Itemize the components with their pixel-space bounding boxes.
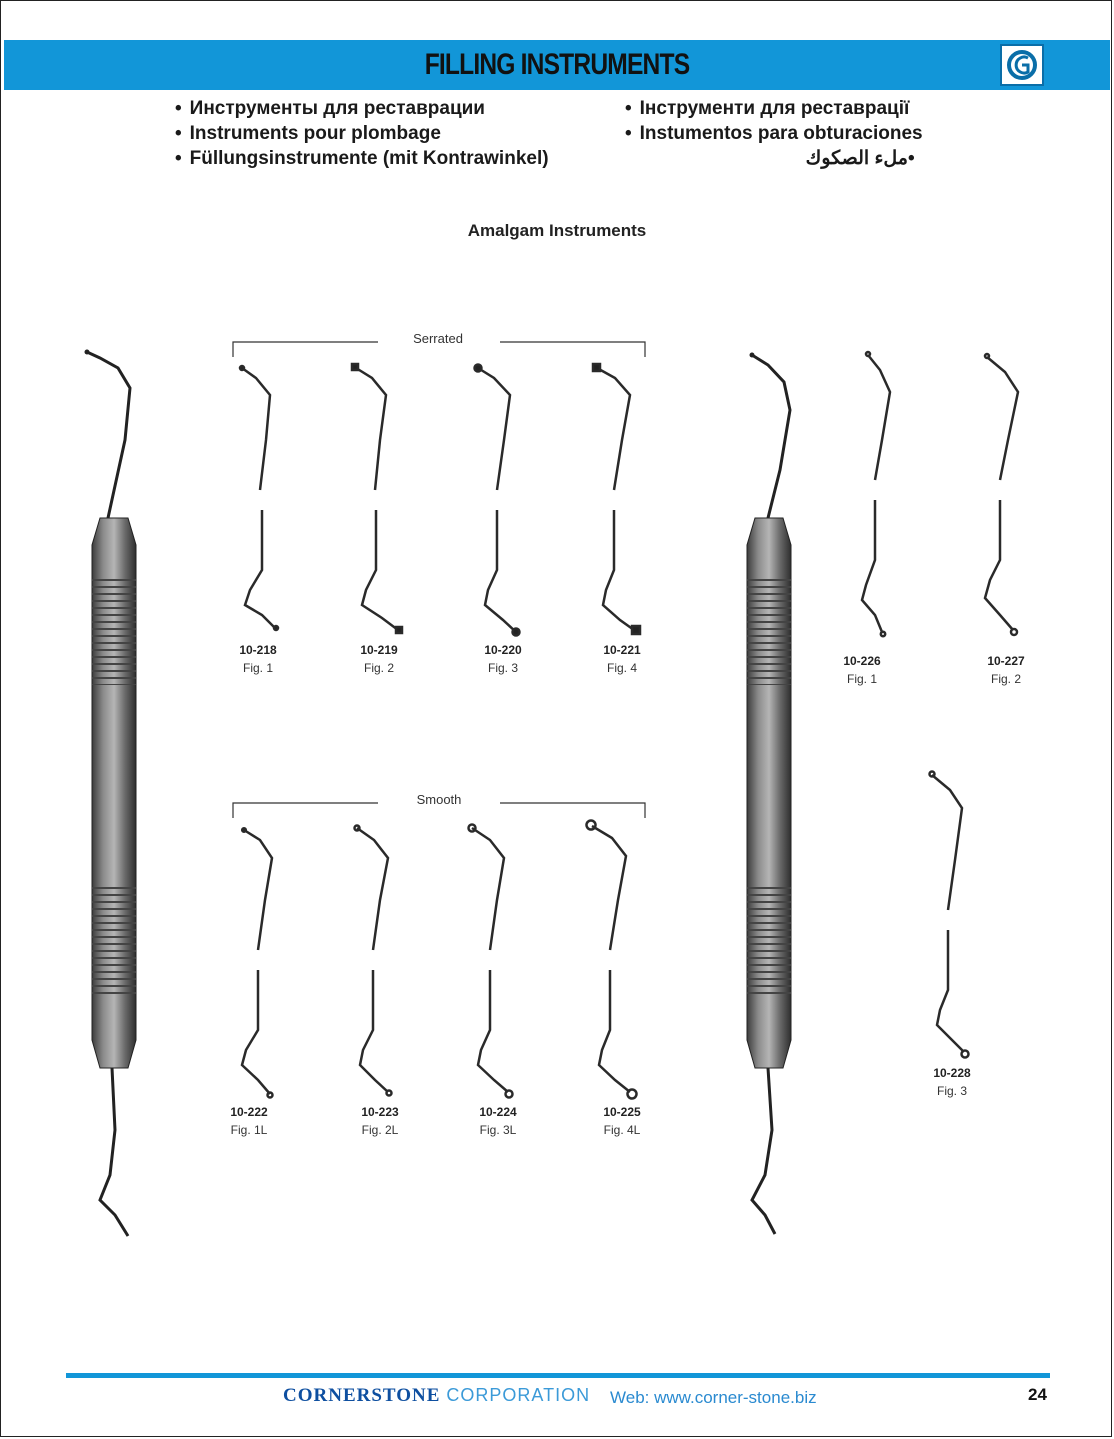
instrument-fig: Fig. 1 bbox=[242, 661, 273, 675]
instrument-10-218 bbox=[240, 366, 278, 630]
page-number: 24 bbox=[1028, 1385, 1047, 1404]
instrument-fig: Fig. 3 bbox=[487, 661, 518, 675]
footer-company bbox=[283, 1385, 590, 1407]
instrument-code: 10-224 bbox=[479, 1105, 517, 1119]
instrument-10-225 bbox=[587, 821, 637, 1099]
language-item-uk: • Інструменти для реставрації bbox=[625, 96, 923, 121]
instrument-code: 10-228 bbox=[933, 1066, 971, 1080]
instrument-10-224 bbox=[469, 825, 513, 1098]
instrument-10-226 bbox=[862, 352, 890, 636]
instrument-10-220 bbox=[475, 365, 520, 636]
instrument-fig: Fig. 3L bbox=[479, 1123, 517, 1137]
footer-company-bold: CORNERSTONE bbox=[283, 1385, 441, 1406]
instrument-code: 10-220 bbox=[484, 643, 522, 657]
footer-company-rest: CORPORATION bbox=[440, 1385, 591, 1405]
footer-website-link[interactable]: Web: www.corner-stone.biz bbox=[610, 1388, 817, 1407]
language-item-ar: • ملء الصكوك bbox=[625, 146, 923, 171]
instrument-10-222 bbox=[242, 828, 273, 1097]
group-label-serrated: Serrated bbox=[413, 331, 463, 346]
language-item-es: • Instumentos para obturaciones bbox=[625, 121, 923, 146]
instrument-fig: Fig. 2 bbox=[990, 672, 1021, 686]
instrument-code: 10-218 bbox=[239, 643, 277, 657]
instrument-10-221 bbox=[593, 364, 640, 634]
instrument-10-228 bbox=[930, 772, 969, 1058]
instrument-10-223 bbox=[355, 826, 392, 1096]
instrument-fig: Fig. 2 bbox=[363, 661, 394, 675]
instrument-code: 10-223 bbox=[361, 1105, 399, 1119]
footer-line bbox=[66, 1373, 1050, 1378]
instrument-fig: Fig. 1 bbox=[846, 672, 877, 686]
language-item-fr: • Instruments pour plombage bbox=[175, 121, 549, 146]
instrument-code: 10-222 bbox=[230, 1105, 268, 1119]
language-item-ru: • Инструменты для реставрации bbox=[175, 96, 549, 121]
instrument-code: 10-225 bbox=[603, 1105, 641, 1119]
instrument-code: 10-219 bbox=[360, 643, 398, 657]
instrument-code: 10-226 bbox=[843, 654, 881, 668]
instrument-10-227 bbox=[985, 354, 1018, 635]
page-title: FILLING INSTRUMENTS bbox=[424, 48, 690, 81]
large-instrument-left bbox=[85, 350, 137, 1237]
instrument-fig: Fig. 4L bbox=[603, 1123, 641, 1137]
instrument-fig: Fig. 2L bbox=[361, 1123, 399, 1137]
instrument-code: 10-221 bbox=[603, 643, 641, 657]
instrument-fig: Fig. 3 bbox=[936, 1084, 967, 1098]
instrument-fig: Fig. 1L bbox=[230, 1123, 268, 1137]
language-item-de: • Füllungsinstrumente (mit Kontrawinkel) bbox=[175, 146, 549, 171]
instrument-code: 10-227 bbox=[987, 654, 1025, 668]
section-title: Amalgam Instruments bbox=[467, 221, 647, 240]
instrument-fig: Fig. 4 bbox=[606, 661, 637, 675]
instrument-10-219 bbox=[352, 364, 402, 633]
large-instrument-right bbox=[747, 353, 791, 1235]
group-label-smooth: Smooth bbox=[416, 792, 462, 807]
